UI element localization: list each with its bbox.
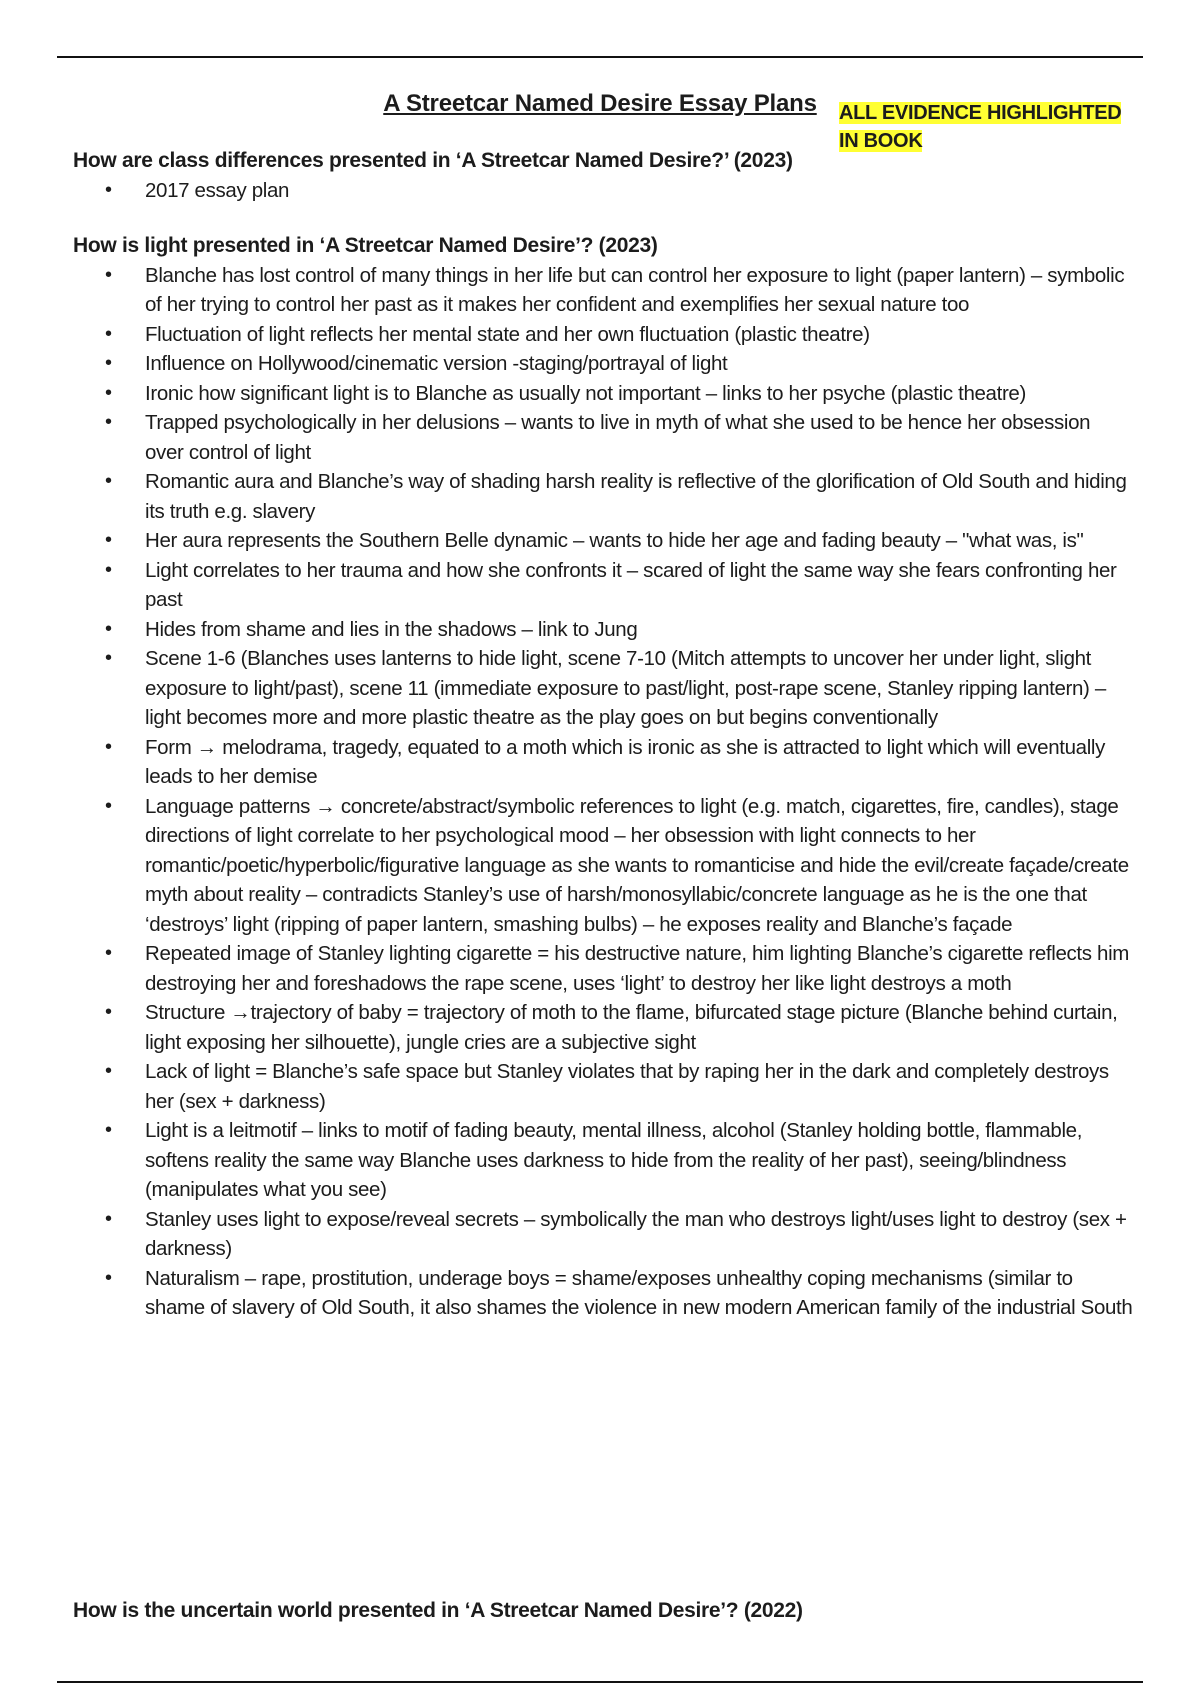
list-item: • Romantic aura and Blanche’s way of shading harsh reality is reflective of the glorification of Old South and hiding its truth e.g. slavery [73,467,1133,526]
list-item: • 2017 essay plan [73,176,1133,206]
list-item: • Hides from shame and lies in the shadows – link to Jung [73,615,1133,645]
bullet-icon: • [105,381,112,404]
list-item: • Repeated image of Stanley lighting cigarette = his destructive nature, him lighting Blanche’s cigarette reflects him destroying her and foreshadows the rape scene, uses ‘light’ to destroy her like light destroys a moth [73,939,1133,998]
list-item: • Her aura represents the Southern Belle dynamic – wants to hide her age and fading beauty – "what was, is" [73,526,1133,556]
document-title: A Streetcar Named Desire Essay Plans [383,90,817,118]
list-item: • Scene 1-6 (Blanches uses lanterns to hide light, scene 7-10 (Mitch attempts to uncover her under light, slight exposure to light/past), scene 11 (immediate exposure to past/light, post-rape scene, Stanley ripping lantern) – light becomes more and more plastic theatre as the play goes on but begins conventionally [73,644,1133,733]
bullet-icon: • [105,794,112,817]
document-body [73,146,1133,1323]
bottom-border-line [57,1681,1143,1683]
list-item: • Fluctuation of light reflects her mental state and her own fluctuation (plastic theatre) [73,320,1133,350]
bullet-icon: • [105,263,112,286]
bullet-icon: • [105,179,112,201]
bullet-icon: • [105,617,112,640]
list-item: • Form → melodrama, tragedy, equated to a moth which is ironic as she is attracted to light which will eventually leads to her demise [73,733,1133,792]
list-item: • Light correlates to her trauma and how she confronts it – scared of light the same way she fears confronting her past [73,556,1133,615]
list-item: • Stanley uses light to expose/reveal secrets – symbolically the man who destroys light/uses light to destroy (sex + darkness) [73,1205,1133,1264]
bullet-icon: • [105,1207,112,1230]
bullet-icon: • [105,735,112,758]
list-item: • Lack of light = Blanche’s safe space but Stanley violates that by raping her in the dark and completely destroys her (sex + darkness) [73,1057,1133,1116]
list-item: • Light is a leitmotif – links to motif of fading beauty, mental illness, alcohol (Stanley holding bottle, flammable, softens reality the same way Blanche uses darkness to hide from the reality of her past), seeing/blindness (manipulates what you see) [73,1116,1133,1205]
list-item: • Ironic how significant light is to Blanche as usually not important – links to her psyche (plastic theatre) [73,379,1133,409]
question-heading: How are class differences presented in ‘A Streetcar Named Desire?’ (2023) [73,149,793,172]
top-border-line [57,56,1143,58]
list-item: • Influence on Hollywood/cinematic version -staging/portrayal of light [73,349,1133,379]
highlight-note-text: ALL EVIDENCE HIGHLIGHTED IN BOOK [839,102,1122,152]
bullet-icon: • [105,558,112,581]
question-heading: How is the uncertain world presented in ‘A Streetcar Named Desire’? (2022) [73,1599,803,1622]
bullet-list [73,176,1133,206]
question-heading: How is light presented in ‘A Streetcar Named Desire’? (2023) [73,233,658,257]
list-item: • Trapped psychologically in her delusions – wants to live in myth of what she used to be hence her obsession over control of light [73,408,1133,467]
bullet-icon: • [105,1001,112,1023]
bullet-icon: • [105,470,112,492]
bullet-icon: • [105,352,112,374]
list-item: • Blanche has lost control of many things in her life but can control her exposure to light (paper lantern) – symbolic of her trying to control her past as it makes her confident and exemplifies her sexual nature too [73,261,1133,320]
bullet-list [73,261,1133,1323]
bullet-icon: • [105,942,112,964]
bullet-icon: • [105,1119,112,1141]
bullet-icon: • [105,411,112,433]
bullet-icon: • [105,647,112,669]
bullet-icon: • [105,322,112,345]
list-item: • Naturalism – rape, prostitution, underage boys = shame/exposes unhealthy coping mechanisms (similar to shame of slavery of Old South, it also shames the violence in new modern American family of the industrial South [73,1264,1133,1323]
list-item: • Structure →trajectory of baby = trajectory of moth to the flame, bifurcated stage picture (Blanche behind curtain, light exposing her silhouette), jungle cries are a subjective sight [73,998,1133,1057]
bullet-icon: • [105,1060,112,1082]
bullet-icon: • [105,1266,112,1289]
bullet-icon: • [105,529,112,551]
list-item: • Language patterns → concrete/abstract/symbolic references to light (e.g. match, cigarettes, fire, candles), stage directions of light correlate to her psychological mood – her obsession with light connects to her romantic/poetic/hyperbolic/figurative language as she wants to romanticise and hide the evil/create façade/create myth about reality – contradicts Stanley’s use of harsh/monosyllabic/concrete language as he is the one that ‘destroys’ light (ripping of paper lantern, smashing bulbs) – he exposes reality and Blanche’s façade [73,792,1133,940]
